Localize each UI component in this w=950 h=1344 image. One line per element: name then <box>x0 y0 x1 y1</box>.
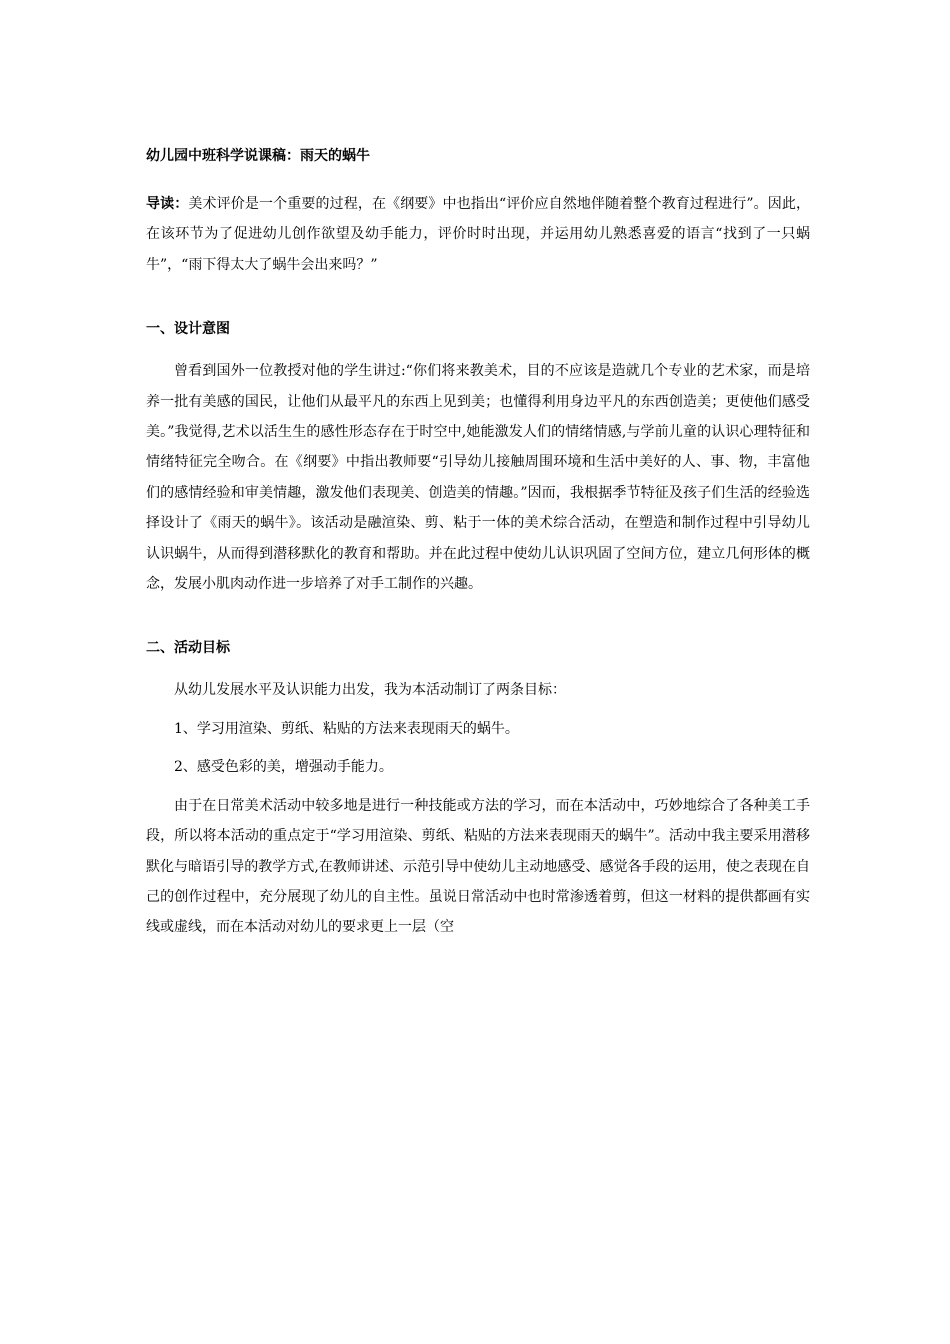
goals-intro-line: 从幼儿发展水平及认识能力出发，我为本活动制订了两条目标： <box>174 682 566 699</box>
document-title: 幼儿园中班科学说课稿：雨天的蜗牛 <box>146 148 370 164</box>
document-page <box>146 143 810 943</box>
design-intent-paragraph: 曾看到国外一位教授对他的学生讲过:“你们将来教美术，目的不应该是造就几个专业的艺术家，而是培养一批有美感的国民，让他们从最平凡的东西上见到美；也懂得利用身边平凡的东西创造美；更使他们感受美。”我觉得,艺术以活生生的感性形态存在于时空中,她能激发人们的情绪情感,与学前儿童的认识心理特征和情绪特征完全吻合。在《纲要》中指出教师要“引导幼儿接触周围环境和生活中美好的人、事、物，丰富他们的感情经验和审美情趣，激发他们表现美、创造美的情趣。”因而，我根据季节特征及孩子们生活的经验选择设计了《雨天的蜗牛》。该活动是融渲染、剪、粘于一体的美术综合活动，在塑造和制作过程中引导幼儿认识蜗牛，从而得到潜移默化的教育和帮助。并在此过程中使幼儿认识巩固了空间方位，建立几何形体的概念，发展小肌肉动作进一步培养了对手工制作的兴趣。 <box>146 363 810 593</box>
intro-text: 美术评价是一个重要的过程，在《纲要》中也指出“评价应自然地伴随着整个教育过程进行”。因此，在该环节为了促进幼儿创作欲望及幼手能力，评价时时出现，并运用幼儿熟悉喜爱的语言“找到了一只蜗牛”，“雨下得太大了蜗牛会出来吗？” <box>146 196 811 273</box>
section-heading-activity-goals: 二、活动目标 <box>146 640 230 657</box>
section-heading-design-intent: 一、设计意图 <box>146 321 230 338</box>
goal-item-2: 2、感受色彩的美，增强动手能力。 <box>174 759 393 776</box>
intro-label: 导读： <box>146 196 189 212</box>
goals-explanation-paragraph: 由于在日常美术活动中较多地是进行一种技能或方法的学习，而在本活动中，巧妙地综合了各种美工手段，所以将本活动的重点定于“学习用渲染、剪纸、粘贴的方法来表现雨天的蜗牛”。活动中我主要采用潜移默化与暗语引导的教学方式,在教师讲述、示范引导中使幼儿主动地感受、感觉各手段的运用，使之表现在自己的创作过程中，充分展现了幼儿的自主性。虽说日常活动中也时常渗透着剪，但这一材料的提供都画有实线或虚线，而在本活动对幼儿的要求更上一层（空 <box>146 797 810 936</box>
goal-item-1: 1、学习用渲染、剪纸、粘贴的方法来表现雨天的蜗牛。 <box>174 720 519 737</box>
intro-paragraph <box>146 189 810 280</box>
